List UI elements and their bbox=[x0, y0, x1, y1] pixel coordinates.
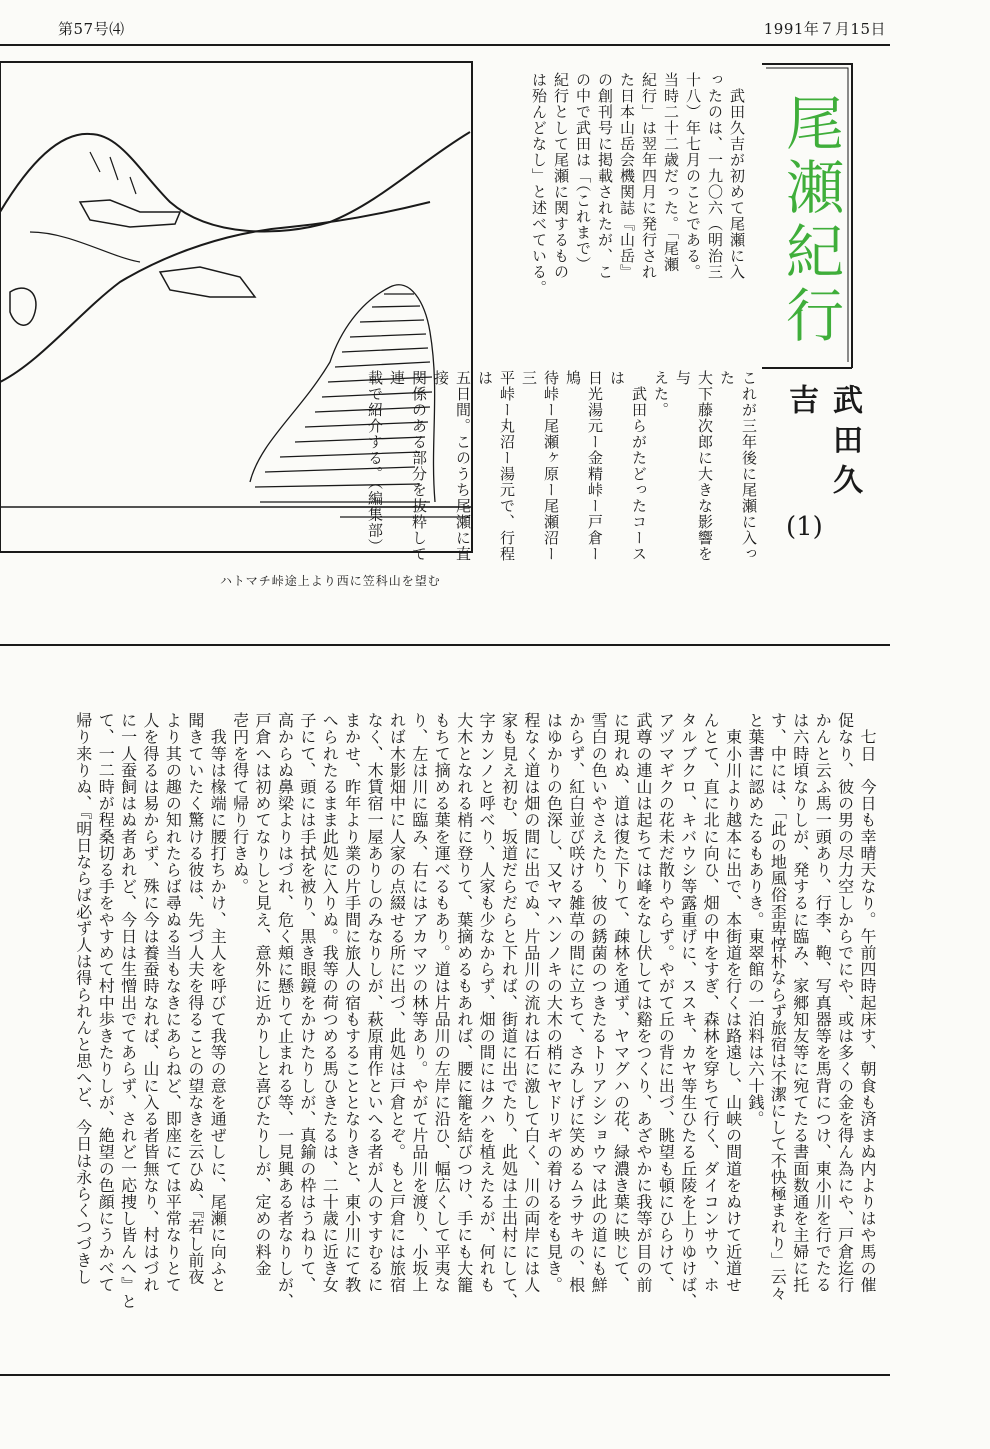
intro-paragraph-1: 武田久吉が初めて尾瀬に入 ったのは、一九〇六（明治三 十八）年七月のことである。 当時二十二歳だった。「尾瀬 紀行」は翌年四月に発行され た日本山岳会機関誌『山岳』 の創刊号に掲載されたが、こ の中で武田は「（これまで） 紀行として尾瀬に関するもの は殆んどなし」と述べている。 bbox=[530, 72, 746, 296]
article-title: 尾瀬紀行 bbox=[776, 93, 844, 349]
intro-paragraph-2: これが三年後に尾瀬に入った 大下藤次郎に大きな影響を与 えた。 武田らがたどったコースは 日光湯元ー金精峠ー戸倉ー鳩 待峠ー尾瀬ヶ原ー尾瀬沼ー三 平峠ー丸沼ー湯元で、行程は 五日間。このうち尾瀬に直接 関係のある部分を抜粋して連 載で紹介する。（編集部） bbox=[366, 370, 758, 562]
mountain-illustration bbox=[0, 62, 474, 554]
issue-number: 第57号⑷ bbox=[58, 20, 125, 38]
footer-rule bbox=[0, 1374, 890, 1376]
article-author: 武田久吉 bbox=[783, 384, 862, 504]
body-text: 七日 今日も幸晴天なり。午前四時起床す、朝食も済まぬ内よりはや馬の催 促なり、彼の男の尽力空しからでにや、或は多くの金を得ん為にや、戸倉迄行 かんと云ふ馬一頭あり、行李、鞄、写真器等を馬背につけ、東小川を行でたる は六時頃なりしが、発するに臨み、家郷知友等に宛てたる書面数通を主婦に托 す、中には、「此の地風俗歪卑惇朴ならず旅宿は不潔にして不快極まれり」云々 と葉書に認めたるもありき。東翠館の一泊料は六十銭。 東小川より越本に出で、本街道を行くは路遠し、山峡の間道をぬけて近道せ んとて、直に北に向ひ、畑の中をすぎ、森林を穿ちて行く、ダイコンサウ、ホ タルブクロ、キバウシ等露重げに、ススキ、カヤ等生ひたる丘陵を上りゆけば、 アヅマギクの花未だ散りやらず。やがて丘の背に出づ、眺望も頓にひらけて、 武尊の連山は起ちては峰をなし伏しては谿をつくり、あざやかに我等が目の前 に現れぬ、道は復た下りて、疎林を通ず、ヤマグハの花、緑濃き葉に映じて、 雪白の色いやさえたり、彼の銹菌のつきたるトリアシショウマは此の道にも鮮 からず、紅白並び咲ける雑草の間に立ちて、さみしげに笑めるムラサキの、根 はゆかりの色深し、又ヤマハンノキの大木の梢にヤドリギの着けるをも見き。 程なく道は畑の間に出でぬ、片品川の流れは石に激して白く、川の両岸には人 家も見え初む、坂道だらだらと下れば、街道に出でたり、此処は土出村にして、 字カンノと呼べり、人家も少なからず、畑の間にはクハを植えたるが、何れも 大木となれる梢に登りて、葉摘めるもあれば、腰に籠を結びつけ、手にも大籠 もちて摘める葉を運べるもあり。道は片品川の左岸に沿ひ、幅広くして平夷な り、左は川に臨み、右にはアカマツの林等あり。やがて片品川を渡り、小坂上 れば木影畑中に人家の点綴せる所に出づ、此処は戸倉とぞ。もと戸倉には旅宿 なく、木賃宿一屋ありしのみなりしが、萩原甫作といへる者が人のすすむるに まかせ、昨年より業の片手間に旅人の宿もすることとなりきと、東小川にて教 へられたるまま此処に入りぬ。我等の荷つめる馬ひきたるは、二十歳に近き女 子にて、頭には手拭を被り、黒き眼鏡をかけたりしが、真鍮の枠はうねりて、 高からぬ鼻梁よりはづれ、危く頬に懸りて止まれる等、一見興ある者なりしが、 戸倉へは初めてなりしと見え、意外に近かりしと喜びたりしが、定めの料金 壱円を得て帰り行きぬ。 我等は椽端に腰打ちかけ、主人を呼びて我等の意を通ぜしに、尾瀬に向ふと 聞きていたく驚ける彼は、先づ人夫を得ることの望なきを云ひぬ、『若し前夜 より其の趣の知れたらば尋ぬる当もなきにあらねど、即座にては平常なりとて 人を得るは易からず、殊に今は養蚕時なれば、山に入る者皆無なり、村はづれ に一人蚕飼はぬ者あれど、今日は生憎出でてあらず、されど一応捜し皆んへ』と て、一二時が程桑切る手をやすめて村中歩きたりしが、絶望の色顔にうかべて 帰り来りぬ、『明日ならば必ず人は得られんと思へど、今日は永らくつづきし bbox=[73, 712, 877, 1310]
header-rule bbox=[0, 44, 890, 46]
illustration-caption: ハトマチ峠途上より西に笠科山を望む bbox=[220, 574, 441, 588]
part-number: (1) bbox=[786, 512, 823, 542]
issue-date: 1991年７月15日 bbox=[763, 20, 886, 38]
section-rule bbox=[0, 644, 890, 646]
